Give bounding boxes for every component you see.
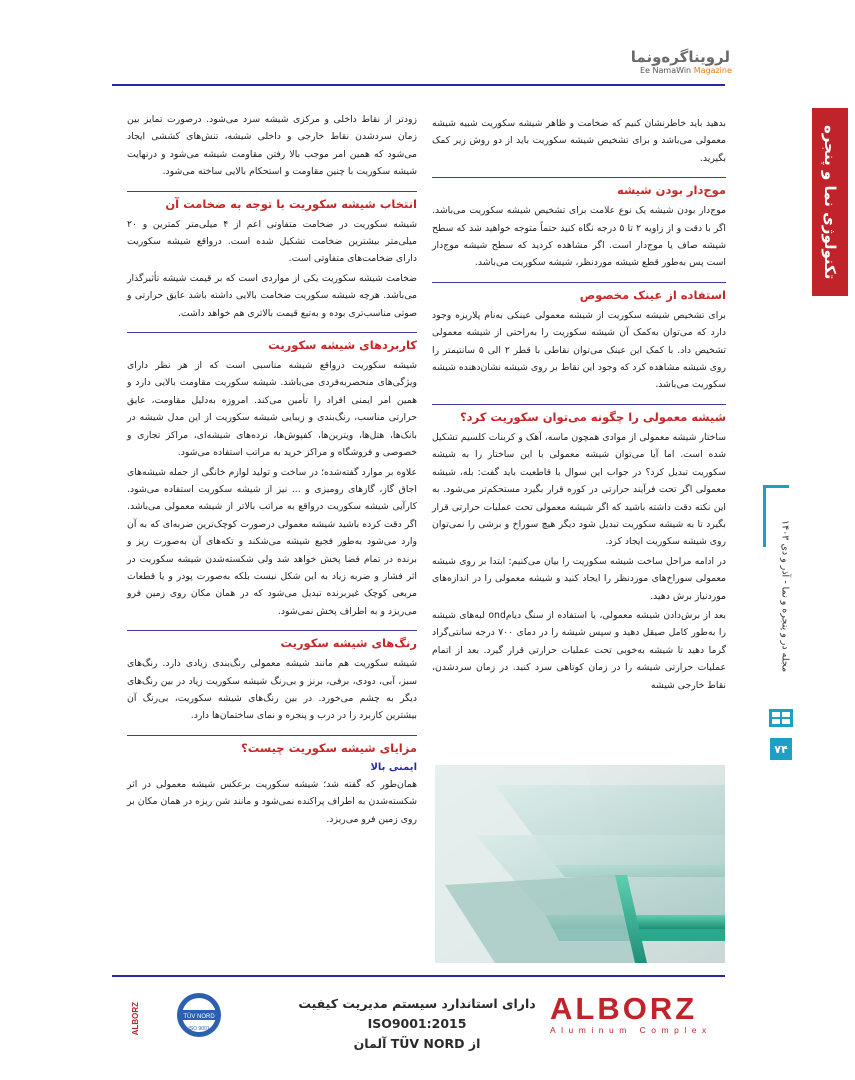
- magazine-logo: [630, 48, 732, 78]
- right-column: [432, 115, 726, 696]
- page-number: ۷۴: [770, 738, 792, 760]
- alborz-subtitle: Aluminum Complex: [550, 1025, 712, 1035]
- heading-special-glasses: استفاده از عینک مخصوص: [432, 282, 726, 303]
- glass-photo: [435, 765, 725, 963]
- paragraph-how-to-temper-2: در ادامه مراحل ساخت شیشه سکوریت را بیان می‌کنیم: ابتدا بر روی شیشه معمولی سوراخ‌های مورد‌نظر را ایجاد کنید و شیشه معمولی را در اندازه‌های موردنیاز برش دهید.: [432, 555, 726, 602]
- paragraph-special-glasses: برای تشخیص شیشه سکوریت از شیشه معمولی عینکی به‌نام پلاریزه وجود دارد که می‌توان به‌کمک آن شیشه سکوریت را به‌راحتی از شیشه معمولی تشخیص داد. با کمک این عینک می‌توان نقاطی با قطر ۲ الی ۵ سانتیمتر را روی شیشه مشاهده کرد که وجود این نقاط بر روی شیشه نشان‌دهنده شیشه سکوریت می‌باشد.: [432, 309, 726, 391]
- alborz-logo: [550, 993, 725, 1043]
- footer-rule: [112, 975, 725, 977]
- subheading-high-safety: ایمنی بالا: [370, 761, 417, 773]
- paragraph-applications-2: علاوه بر موارد گفته‌شده؛ در ساخت و تولید لوازم خانگی از جمله شیشه‌های اجاق گاز، گازهای رومیزی و ... نیز از شیشه سکوریت استفاده می‌شود. کارآیی شیشه سکوریت درواقع به مراتب بالاتر از شیشه معمولی می‌باشد. اگر دقت کرده باشید شیشه معمولی درصورت کوچک‌ترین ضربه‌ای که به آن وارد می‌شود به‌طور فجیع شیشه می‌شکند و تکه‌های آن به‌صورت ریز و برنده در تمام فضا پخش خواهد شد ولی شکسته‌شدن شیشه سکوریت در اثر فشار و ضربه زیاد به این شکل نیست بلکه به‌صورت پودر و یا قطعات مربعی کوچک غیر‌برنده تبدیل می‌شود که در همان مکان روی زمین فرو می‌ریزد و به اطراف پخش نمی‌شود.: [127, 466, 417, 617]
- section-tab-label: تکنولوژی نما و پنجره: [821, 124, 839, 280]
- iso-line-1: دارای استاندارد سیستم مدیریت کیفیت ISO9001:2015: [298, 996, 536, 1031]
- paragraph-wavy-glass: موج‌دار بودن شیشه یک نوع علامت برای تشخیص شیشه سکوریت می‌باشد. اگر با دقت و از زاویه ۲ تا ۵ درجه نگاه کنید حتماً متوجه خواهید شد که سطح شیشه صاف یا موج‌دار است. اگر مشاهده کردید که سطح شیشه موج‌دار است پس به‌طور قطع شیشه مورد‌نظر، شیشه سکوریت می‌باشد.: [432, 205, 726, 269]
- side-accent-line-h: [763, 485, 789, 488]
- left-column: [127, 111, 417, 830]
- alborz-vertical-brand: ALBORZ: [130, 1002, 140, 1036]
- alborz-brand: ALBORZ: [550, 991, 698, 1026]
- intro-paragraph: بدهید باید خاطرنشان کنیم که ضخامت و ظاهر شیشه سکوریت شبیه شیشه معمولی می‌باشد و برای تشخیص شیشه سکوریت باید از دو روش زیر کمک بگیرید.: [432, 118, 726, 164]
- paragraph-applications-1: شیشه سکوریت درواقع شیشه مناسبی است که از هر نظر دارای ویژگی‌های منحصر‌به‌فردی می‌باشد. شیشه سکوریت مقاومت بالایی دارد و همین امر ایمنی افراد را تأمین می‌کند. امروزه به‌دلیل مقاومت، عایق حرارتی مناسب، رنگ‌بندی و زیبایی شیشه سکوریت از این مدل شیشه در بانک‌ها، هتل‌ها، ویترین‌ها، کفپوش‌ها، نرده‌های شیشه‌ای، مراکز تجاری و خصوصی و فروشگاه و مراکز خرید به مراتب استفاده می‌شود.: [127, 360, 417, 459]
- logo-persian-text: لرویناگره‌ونما: [630, 48, 730, 66]
- tuv-nord-badge-icon: [176, 992, 222, 1038]
- header-rule: [112, 84, 725, 86]
- paragraph-how-to-temper-1: ساختار شیشه معمولی از موادی همچون ماسه، آهک و کربنات کلسیم تشکیل شده است. اما آیا می‌توان شیشه معمولی با این ساختار را به شیشه سکوریت تبدیل کرد؟ در جواب این سوال با قاطعیت باید گفت: بله، شیشه معمولی اگر تحت فرآیند حرارتی در کوره قرار بگیرد مستحکم‌تر می‌شود. به این نکته دقت داشته باشید که اگر شیشه معمولی تحت عملیات حرارتی قرار بگیرد تا به شیشه سکوریت تبدیل شود دیگر هیچ سوراخ و برشی را نمی‌توان روی شیشه سکوریت ایجاد کرد.: [432, 431, 726, 548]
- iso-certification-text: [262, 994, 572, 1054]
- paragraph-thickness-2: ضخامت شیشه سکوریت یکی از مواردی است که بر قیمت شیشه تأثیرگذار می‌باشد. هرچه شیشه سکوریت ضخامت بالایی داشته باشد عایق حرارتی و صوتی مناسب‌تری بوده و به‌تبع قیمت بالاتری هم خواهد داشت.: [127, 272, 417, 319]
- window-icon: [768, 708, 794, 728]
- iso-line-2: از TÜV NORD آلمان: [353, 1036, 481, 1051]
- logo-english-text: Ee NamaWin Magazine: [640, 66, 732, 75]
- heading-thickness: انتخاب شیشه سکوریت با توجه به ضخامت آن: [127, 191, 417, 212]
- heading-colors: رنگ‌های شیشه سکوریت: [127, 630, 417, 651]
- paragraph-how-to-temper-3: بعد از برش‌دادن شیشه معمولی، با استفاده از سنگ دیامond لبه‌های شیشه را به‌طور کامل صیقل دهید و سپس شیشه را در دمای ۷۰۰ درجه سانتی‌گراد گرما دهید تا شیشه به‌خوبی تحت عملیات حرارتی قرار گیرد. بعد از اتمام عملیات حرارتی شیشه را در زمان کوتاهی سرد کنید. در زمان سرد‌شدن، نقاط خارجی شیشه: [432, 609, 726, 691]
- paragraph-colors: شیشه سکوریت هم مانند شیشه معمولی رنگ‌بندی زیادی دارد. رنگ‌های سبز، آبی، دودی، برفی، برنز و بی‌رنگ شیشه سکوریت زیاد در بین رنگ‌های دیگر به چشم می‌خورد. در بین رنگ‌های شیشه سکوریت، بی‌رنگ آن بیشترین کاربرد را در درب و پنجره و نمای ساختمان‌ها دارد.: [127, 658, 417, 722]
- heading-advantages: مزایای شیشه سکوریت چیست؟: [127, 735, 417, 756]
- heading-applications: کاربردهای شیشه سکوریت: [127, 332, 417, 353]
- paragraph-thickness-1: شیشه سکوریت در ضخامت متفاوتی اعم از ۴ میلی‌متر کمترین و ۲۰ میلی‌متر بیشترین ضخامت تشکیل شده است. درواقع شیشه سکوریت دارای ضخامت‌های متفاوتی است.: [127, 218, 417, 265]
- svg-text:ISO 9001: ISO 9001: [188, 1026, 210, 1032]
- heading-wavy-glass: موج‌دار بودن شیشه: [432, 177, 726, 198]
- paragraph-high-safety: همان‌طور که گفته شد؛ شیشه سکوریت برعکس شیشه معمولی در اثر شکسته‌شدن به اطراف پراکنده نمی‌شود و مانند شن ریزه در همان مکان بر روی زمین فرو می‌ریزد.: [127, 778, 417, 825]
- side-accent-line: [763, 485, 766, 547]
- continuation-paragraph: زودتر از نقاط داخلی و مرکزی شیشه سرد می‌شود. درصورت تمایز بین زمان سرد‌شدن نقاط خارجی و داخلی شیشه، تنش‌های کششی ایجاد می‌شود که همین امر موجب بالا رفتن مقاومت شیشه می‌شود و درنهایت شیشه سکوریت با چنین مقاومت و استحکام بالایی ساخته می‌شود.: [127, 114, 417, 178]
- svg-text:TÜV NORD: TÜV NORD: [183, 1014, 215, 1020]
- heading-how-to-temper: شیشه معمولی را چگونه می‌توان سکوریت کرد؟: [432, 404, 726, 425]
- issue-info: مجله در و پنجره و نما - آذر و دی ۱۴۰۳: [779, 520, 791, 673]
